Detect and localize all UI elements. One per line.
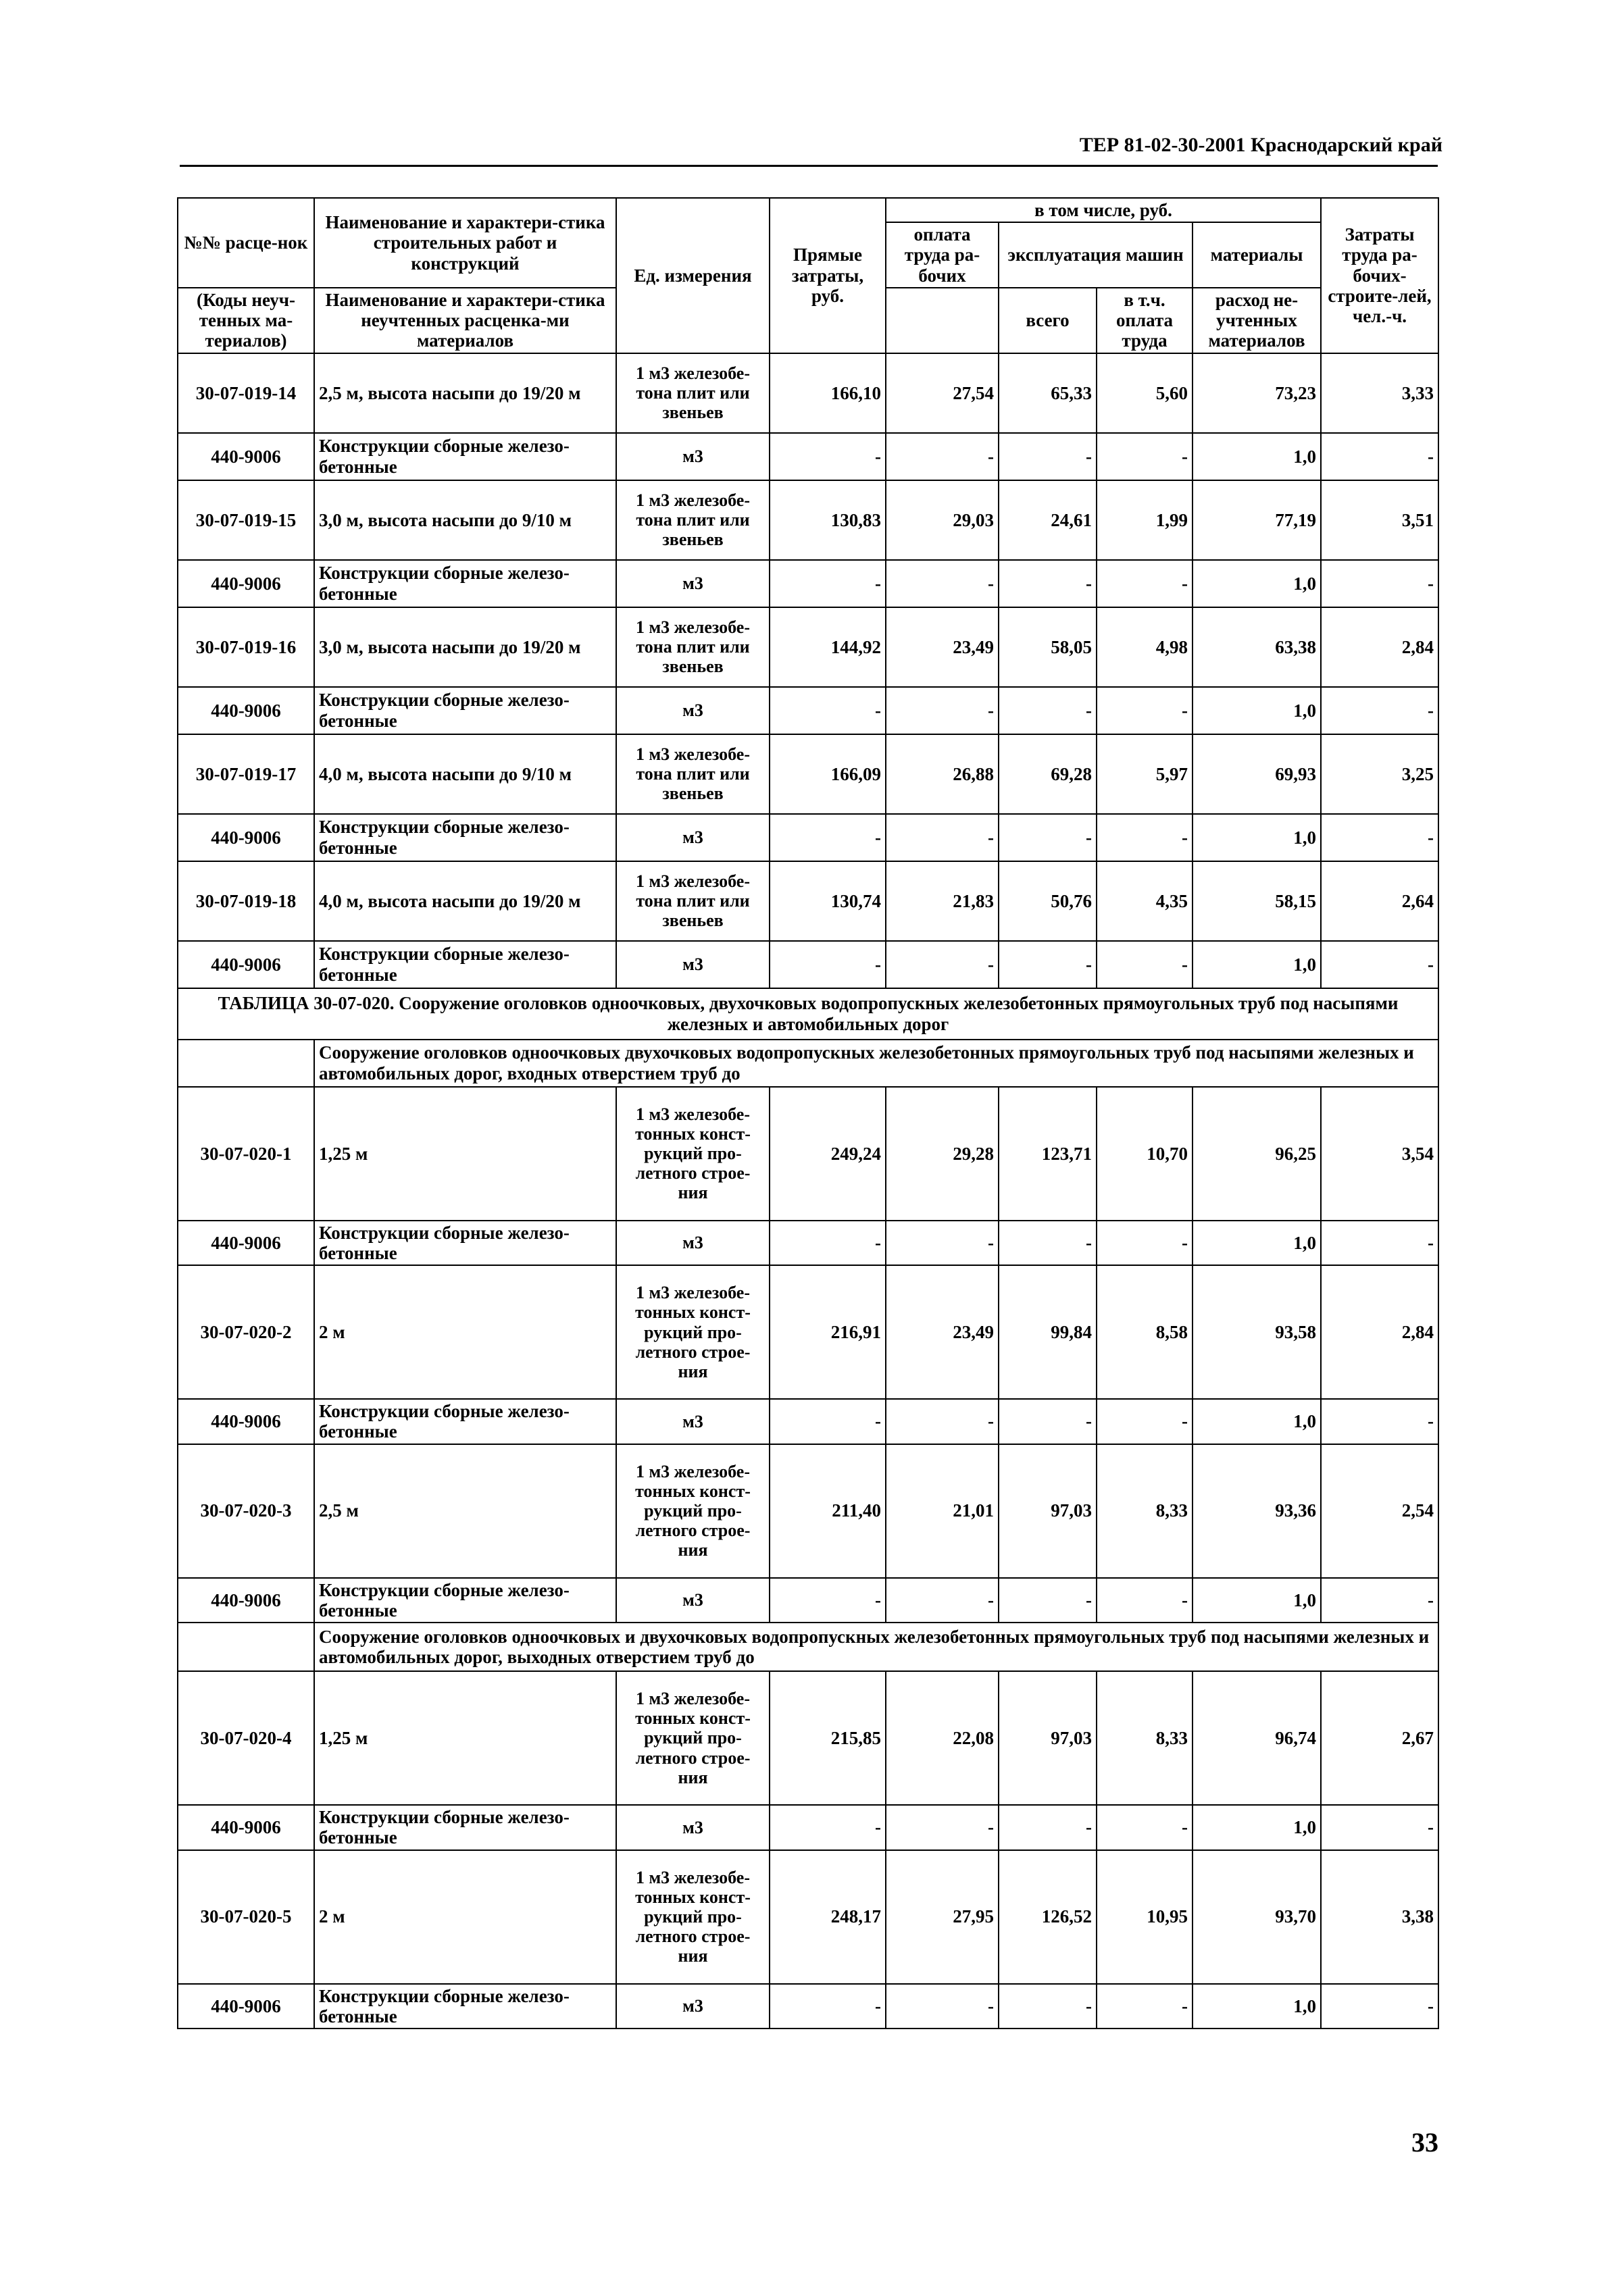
col-labor: оплата труда ра-бочих bbox=[886, 222, 999, 288]
rate-worker-hours: 3,25 bbox=[1321, 734, 1438, 814]
rate-labor-cost: 22,08 bbox=[886, 1671, 999, 1805]
rate-labor-cost: 26,88 bbox=[886, 734, 999, 814]
material-row bbox=[178, 560, 1438, 607]
rate-materials-cost: 96,25 bbox=[1193, 1087, 1321, 1221]
rate-worker-hours: 2,54 bbox=[1321, 1444, 1438, 1578]
rate-code: 30-07-019-17 bbox=[178, 734, 314, 814]
material-direct-cost: - bbox=[770, 433, 886, 480]
rate-machines-cost: 65,33 bbox=[999, 353, 1097, 433]
rate-materials-cost: 77,19 bbox=[1193, 480, 1321, 560]
rate-name: 2 м bbox=[314, 1850, 616, 1984]
rate-labor-cost: 23,49 bbox=[886, 1265, 999, 1399]
material-code: 440-9006 bbox=[178, 560, 314, 607]
rate-code: 30-07-020-2 bbox=[178, 1265, 314, 1399]
material-row bbox=[178, 1578, 1438, 1623]
material-direct-cost: - bbox=[770, 1578, 886, 1623]
col-materials-note: расход не-учтенных материалов bbox=[1193, 288, 1321, 353]
col-incl: в том числе, руб. bbox=[886, 198, 1321, 222]
material-worker-hours: - bbox=[1321, 560, 1438, 607]
rate-labor-cost: 23,49 bbox=[886, 607, 999, 687]
material-name: Конструкции сборные железо-бетонные bbox=[314, 1984, 616, 2029]
material-code: 440-9006 bbox=[178, 814, 314, 861]
rate-worker-hours: 3,54 bbox=[1321, 1087, 1438, 1221]
material-machines-labor-cost: - bbox=[1097, 1221, 1193, 1265]
rate-unit: 1 м3 железобе-тонных конст-рукций про-летного строе-ния bbox=[616, 1671, 770, 1805]
material-name: Конструкции сборные железо-бетонные bbox=[314, 1221, 616, 1265]
table-body-020-outlet bbox=[178, 1671, 1438, 2029]
rate-name: 2 м bbox=[314, 1265, 616, 1399]
col-direct: Прямые затраты, руб. bbox=[770, 198, 886, 353]
material-labor-cost: - bbox=[886, 560, 999, 607]
col-machines-total: всего bbox=[999, 288, 1097, 353]
rate-worker-hours: 3,51 bbox=[1321, 480, 1438, 560]
material-direct-cost: - bbox=[770, 687, 886, 734]
material-row bbox=[178, 1984, 1438, 2029]
rate-machines-labor-cost: 5,97 bbox=[1097, 734, 1193, 814]
material-unit: м3 bbox=[616, 941, 770, 988]
price-table bbox=[177, 197, 1439, 2029]
rate-unit: 1 м3 железобе-тона плит или звеньев bbox=[616, 734, 770, 814]
col-labor-sub bbox=[886, 288, 999, 353]
rate-machines-cost: 99,84 bbox=[999, 1265, 1097, 1399]
rate-labor-cost: 21,83 bbox=[886, 861, 999, 941]
rate-direct-cost: 144,92 bbox=[770, 607, 886, 687]
rate-machines-cost: 58,05 bbox=[999, 607, 1097, 687]
material-quantity: 1,0 bbox=[1193, 941, 1321, 988]
material-unit: м3 bbox=[616, 1399, 770, 1444]
col-machines-labor: в т.ч. оплата труда bbox=[1097, 288, 1193, 353]
material-worker-hours: - bbox=[1321, 1578, 1438, 1623]
rate-unit: 1 м3 железобе-тонных конст-рукций про-летного строе-ния bbox=[616, 1265, 770, 1399]
rate-machines-labor-cost: 10,95 bbox=[1097, 1850, 1193, 1984]
rate-row bbox=[178, 1671, 1438, 1805]
material-quantity: 1,0 bbox=[1193, 1221, 1321, 1265]
material-unit: м3 bbox=[616, 560, 770, 607]
rate-machines-labor-cost: 5,60 bbox=[1097, 353, 1193, 433]
header-rule bbox=[180, 165, 1438, 167]
material-unit: м3 bbox=[616, 687, 770, 734]
material-name: Конструкции сборные железо-бетонные bbox=[314, 1805, 616, 1849]
material-machines-cost: - bbox=[999, 433, 1097, 480]
material-machines-labor-cost: - bbox=[1097, 1984, 1193, 2029]
rate-machines-cost: 69,28 bbox=[999, 734, 1097, 814]
rate-unit: 1 м3 железобе-тона плит или звеньев bbox=[616, 353, 770, 433]
rate-row bbox=[178, 1444, 1438, 1578]
rate-labor-cost: 21,01 bbox=[886, 1444, 999, 1578]
rate-machines-labor-cost: 8,33 bbox=[1097, 1444, 1193, 1578]
rate-name: 1,25 м bbox=[314, 1087, 616, 1221]
rate-machines-labor-cost: 10,70 bbox=[1097, 1087, 1193, 1221]
rate-direct-cost: 166,09 bbox=[770, 734, 886, 814]
rate-unit: 1 м3 железобе-тона плит или звеньев bbox=[616, 607, 770, 687]
rate-code: 30-07-019-16 bbox=[178, 607, 314, 687]
material-row bbox=[178, 1805, 1438, 1849]
material-quantity: 1,0 bbox=[1193, 1399, 1321, 1444]
col-machines: эксплуатация машин bbox=[999, 222, 1193, 288]
material-labor-cost: - bbox=[886, 1399, 999, 1444]
rate-materials-cost: 69,93 bbox=[1193, 734, 1321, 814]
material-code: 440-9006 bbox=[178, 1578, 314, 1623]
material-direct-cost: - bbox=[770, 941, 886, 988]
rate-row bbox=[178, 1850, 1438, 1984]
rate-machines-labor-cost: 8,58 bbox=[1097, 1265, 1193, 1399]
material-unit: м3 bbox=[616, 1984, 770, 2029]
material-machines-labor-cost: - bbox=[1097, 814, 1193, 861]
section-title-inlet: Сооружение оголовков одноочковых двухочковых водопропускных железобетонных прямоугольных труб под насыпями железных и автомобильных дорог, входных отверстием труб до bbox=[314, 1040, 1438, 1087]
rate-worker-hours: 2,67 bbox=[1321, 1671, 1438, 1805]
material-labor-cost: - bbox=[886, 433, 999, 480]
material-labor-cost: - bbox=[886, 941, 999, 988]
rate-unit: 1 м3 железобе-тонных конст-рукций про-летного строе-ния bbox=[616, 1444, 770, 1578]
rate-row bbox=[178, 1265, 1438, 1399]
material-name: Конструкции сборные железо-бетонные bbox=[314, 687, 616, 734]
material-machines-labor-cost: - bbox=[1097, 687, 1193, 734]
rate-direct-cost: 216,91 bbox=[770, 1265, 886, 1399]
material-code: 440-9006 bbox=[178, 1221, 314, 1265]
material-unit: м3 bbox=[616, 1805, 770, 1849]
material-worker-hours: - bbox=[1321, 687, 1438, 734]
rate-name: 3,0 м, высота насыпи до 19/20 м bbox=[314, 607, 616, 687]
material-labor-cost: - bbox=[886, 1984, 999, 2029]
rate-unit: 1 м3 железобе-тона плит или звеньев bbox=[616, 861, 770, 941]
rate-machines-cost: 97,03 bbox=[999, 1671, 1097, 1805]
rate-machines-labor-cost: 4,98 bbox=[1097, 607, 1193, 687]
rate-worker-hours: 2,84 bbox=[1321, 1265, 1438, 1399]
rate-direct-cost: 248,17 bbox=[770, 1850, 886, 1984]
rate-unit: 1 м3 железобе-тонных конст-рукций про-летного строе-ния bbox=[616, 1087, 770, 1221]
rate-machines-cost: 97,03 bbox=[999, 1444, 1097, 1578]
material-machines-cost: - bbox=[999, 1221, 1097, 1265]
material-direct-cost: - bbox=[770, 560, 886, 607]
col-name-bottom: Наименование и характери-стика неучтенных расценка-ми материалов bbox=[314, 288, 616, 353]
rate-machines-cost: 126,52 bbox=[999, 1850, 1097, 1984]
document-header: ТЕР 81-02-30-2001 Краснодарский край bbox=[1079, 134, 1442, 156]
rate-labor-cost: 29,28 bbox=[886, 1087, 999, 1221]
rate-materials-cost: 93,70 bbox=[1193, 1850, 1321, 1984]
col-code-top: №№ расце-нок bbox=[178, 198, 314, 288]
rate-worker-hours: 3,33 bbox=[1321, 353, 1438, 433]
material-code: 440-9006 bbox=[178, 1805, 314, 1849]
rate-direct-cost: 166,10 bbox=[770, 353, 886, 433]
material-name: Конструкции сборные железо-бетонные bbox=[314, 941, 616, 988]
material-code: 440-9006 bbox=[178, 1399, 314, 1444]
material-labor-cost: - bbox=[886, 1578, 999, 1623]
rate-name: 1,25 м bbox=[314, 1671, 616, 1805]
material-quantity: 1,0 bbox=[1193, 1805, 1321, 1849]
rate-name: 4,0 м, высота насыпи до 9/10 м bbox=[314, 734, 616, 814]
material-machines-labor-cost: - bbox=[1097, 941, 1193, 988]
material-row bbox=[178, 433, 1438, 480]
material-machines-labor-cost: - bbox=[1097, 560, 1193, 607]
material-name: Конструкции сборные железо-бетонные bbox=[314, 560, 616, 607]
rate-materials-cost: 63,38 bbox=[1193, 607, 1321, 687]
rate-machines-cost: 50,76 bbox=[999, 861, 1097, 941]
col-code-bottom: (Коды неуч-тенных ма-териалов) bbox=[178, 288, 314, 353]
material-code: 440-9006 bbox=[178, 687, 314, 734]
rate-direct-cost: 130,83 bbox=[770, 480, 886, 560]
material-worker-hours: - bbox=[1321, 814, 1438, 861]
rate-name: 3,0 м, высота насыпи до 9/10 м bbox=[314, 480, 616, 560]
rate-code: 30-07-020-1 bbox=[178, 1087, 314, 1221]
table-body-020-inlet bbox=[178, 1087, 1438, 1623]
material-machines-cost: - bbox=[999, 941, 1097, 988]
rate-worker-hours: 2,84 bbox=[1321, 607, 1438, 687]
material-quantity: 1,0 bbox=[1193, 560, 1321, 607]
rate-direct-cost: 249,24 bbox=[770, 1087, 886, 1221]
material-direct-cost: - bbox=[770, 1221, 886, 1265]
material-quantity: 1,0 bbox=[1193, 1578, 1321, 1623]
material-direct-cost: - bbox=[770, 1399, 886, 1444]
material-worker-hours: - bbox=[1321, 1399, 1438, 1444]
rate-unit: 1 м3 железобе-тонных конст-рукций про-летного строе-ния bbox=[616, 1850, 770, 1984]
rate-code: 30-07-020-4 bbox=[178, 1671, 314, 1805]
material-quantity: 1,0 bbox=[1193, 433, 1321, 480]
section-body-outlet bbox=[178, 1623, 1438, 1671]
material-machines-cost: - bbox=[999, 687, 1097, 734]
rate-code: 30-07-019-18 bbox=[178, 861, 314, 941]
material-worker-hours: - bbox=[1321, 1221, 1438, 1265]
col-unit: Ед. измерения bbox=[616, 198, 770, 353]
rate-row bbox=[178, 480, 1438, 560]
rate-machines-labor-cost: 4,35 bbox=[1097, 861, 1193, 941]
material-code: 440-9006 bbox=[178, 1984, 314, 2029]
rate-materials-cost: 93,36 bbox=[1193, 1444, 1321, 1578]
material-labor-cost: - bbox=[886, 687, 999, 734]
material-machines-cost: - bbox=[999, 1578, 1097, 1623]
material-quantity: 1,0 bbox=[1193, 1984, 1321, 2029]
rate-machines-labor-cost: 8,33 bbox=[1097, 1671, 1193, 1805]
material-row bbox=[178, 1399, 1438, 1444]
material-unit: м3 bbox=[616, 433, 770, 480]
rate-materials-cost: 93,58 bbox=[1193, 1265, 1321, 1399]
material-machines-cost: - bbox=[999, 814, 1097, 861]
rate-code: 30-07-019-15 bbox=[178, 480, 314, 560]
material-labor-cost: - bbox=[886, 1805, 999, 1849]
rate-materials-cost: 96,74 bbox=[1193, 1671, 1321, 1805]
material-machines-labor-cost: - bbox=[1097, 1805, 1193, 1849]
material-labor-cost: - bbox=[886, 1221, 999, 1265]
material-machines-cost: - bbox=[999, 560, 1097, 607]
material-row bbox=[178, 687, 1438, 734]
table-body-019 bbox=[178, 353, 1438, 988]
rate-code: 30-07-020-3 bbox=[178, 1444, 314, 1578]
rate-name: 4,0 м, высота насыпи до 19/20 м bbox=[314, 861, 616, 941]
rate-worker-hours: 2,64 bbox=[1321, 861, 1438, 941]
rate-row bbox=[178, 607, 1438, 687]
material-name: Конструкции сборные железо-бетонные bbox=[314, 814, 616, 861]
rate-labor-cost: 27,95 bbox=[886, 1850, 999, 1984]
rate-row bbox=[178, 1087, 1438, 1221]
rate-machines-cost: 123,71 bbox=[999, 1087, 1097, 1221]
material-machines-labor-cost: - bbox=[1097, 1399, 1193, 1444]
material-name: Конструкции сборные железо-бетонные bbox=[314, 1578, 616, 1623]
material-quantity: 1,0 bbox=[1193, 814, 1321, 861]
material-unit: м3 bbox=[616, 1221, 770, 1265]
rate-direct-cost: 215,85 bbox=[770, 1671, 886, 1805]
material-direct-cost: - bbox=[770, 1984, 886, 2029]
section-spacer bbox=[178, 1623, 314, 1671]
rate-code: 30-07-019-14 bbox=[178, 353, 314, 433]
col-materials: материалы bbox=[1193, 222, 1321, 288]
material-machines-cost: - bbox=[999, 1399, 1097, 1444]
material-row bbox=[178, 941, 1438, 988]
rate-unit: 1 м3 железобе-тона плит или звеньев bbox=[616, 480, 770, 560]
material-code: 440-9006 bbox=[178, 433, 314, 480]
material-direct-cost: - bbox=[770, 814, 886, 861]
material-worker-hours: - bbox=[1321, 941, 1438, 988]
material-machines-cost: - bbox=[999, 1984, 1097, 2029]
col-name-top: Наименование и характери-стика строительных работ и конструкций bbox=[314, 198, 616, 288]
material-code: 440-9006 bbox=[178, 941, 314, 988]
material-quantity: 1,0 bbox=[1193, 687, 1321, 734]
material-unit: м3 bbox=[616, 814, 770, 861]
rate-direct-cost: 211,40 bbox=[770, 1444, 886, 1578]
material-worker-hours: - bbox=[1321, 1805, 1438, 1849]
material-worker-hours: - bbox=[1321, 433, 1438, 480]
col-workers: Затраты труда ра-бочих-строите-лей, чел.-ч. bbox=[1321, 198, 1438, 353]
material-row bbox=[178, 1221, 1438, 1265]
table-caption: ТАБЛИЦА 30-07-020. Сооружение оголовков одноочковых, двухочковых водопропускных железобетонных прямоугольных труб под насыпями железных и автомобильных дорог bbox=[178, 988, 1438, 1040]
table-header bbox=[178, 198, 1438, 353]
table-caption-body bbox=[178, 988, 1438, 1087]
rate-machines-cost: 24,61 bbox=[999, 480, 1097, 560]
section-title-outlet: Сооружение оголовков одноочковых и двухочковых водопропускных железобетонных прямоугольных труб под насыпями железных и автомобильных дорог, выходных отверстием труб до bbox=[314, 1623, 1438, 1671]
material-direct-cost: - bbox=[770, 1805, 886, 1849]
material-worker-hours: - bbox=[1321, 1984, 1438, 2029]
rate-name: 2,5 м, высота насыпи до 19/20 м bbox=[314, 353, 616, 433]
rate-materials-cost: 73,23 bbox=[1193, 353, 1321, 433]
rate-worker-hours: 3,38 bbox=[1321, 1850, 1438, 1984]
rate-name: 2,5 м bbox=[314, 1444, 616, 1578]
rate-row bbox=[178, 353, 1438, 433]
rate-machines-labor-cost: 1,99 bbox=[1097, 480, 1193, 560]
material-machines-labor-cost: - bbox=[1097, 433, 1193, 480]
rate-row bbox=[178, 734, 1438, 814]
rate-direct-cost: 130,74 bbox=[770, 861, 886, 941]
section-spacer bbox=[178, 1040, 314, 1087]
material-name: Конструкции сборные железо-бетонные bbox=[314, 1399, 616, 1444]
rate-labor-cost: 29,03 bbox=[886, 480, 999, 560]
page-number: 33 bbox=[1411, 2127, 1438, 2158]
material-machines-labor-cost: - bbox=[1097, 1578, 1193, 1623]
rate-materials-cost: 58,15 bbox=[1193, 861, 1321, 941]
material-labor-cost: - bbox=[886, 814, 999, 861]
material-row bbox=[178, 814, 1438, 861]
material-machines-cost: - bbox=[999, 1805, 1097, 1849]
material-name: Конструкции сборные железо-бетонные bbox=[314, 433, 616, 480]
rate-labor-cost: 27,54 bbox=[886, 353, 999, 433]
rate-code: 30-07-020-5 bbox=[178, 1850, 314, 1984]
rate-row bbox=[178, 861, 1438, 941]
material-unit: м3 bbox=[616, 1578, 770, 1623]
